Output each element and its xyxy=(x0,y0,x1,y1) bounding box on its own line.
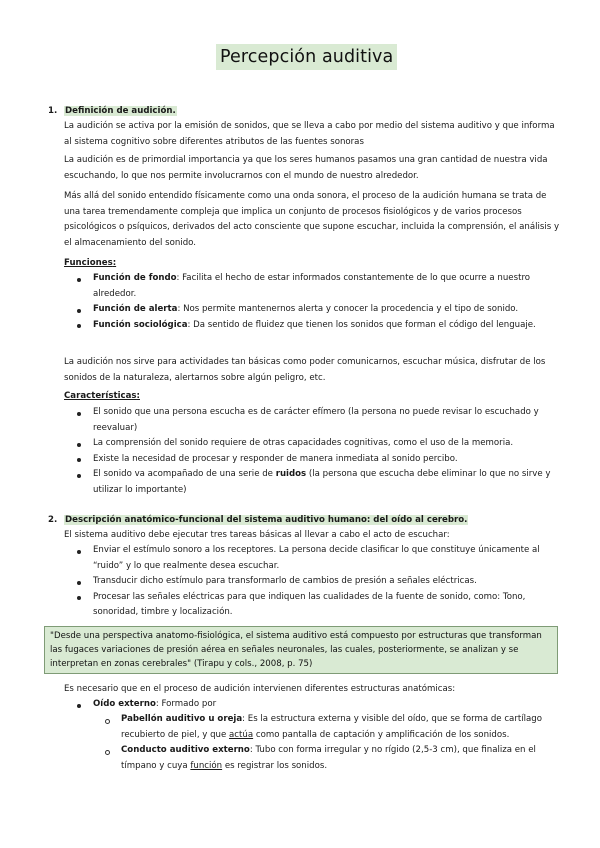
list-item: Conducto auditivo externo: Tubo con forma irregular y no rígido (2,5-3 cm), que finaliza en el tímpano y cuya función es registrar los sonidos. xyxy=(92,743,554,774)
estructuras-list xyxy=(64,697,554,713)
paragraph-importance: La audición es de primordial importancia ya que los seres humanos pasamos una gran cantidad de nuestra vida escuchando, lo que nos permite involucrarnos con el mundo de nuestro alrededor. xyxy=(64,155,548,181)
conducto-term: Conducto auditivo externo xyxy=(121,745,250,755)
actua-underlined: actúa xyxy=(229,729,254,740)
list-item: Oído externo: Formado por xyxy=(64,697,554,713)
section-1-heading xyxy=(48,104,177,119)
section-1-title: Definición de audición. xyxy=(65,106,176,116)
list-item: Función de alerta: Nos permite mantenernos alerta y conocer la procedencia y el tipo de sonido. xyxy=(64,302,554,318)
list-item: Función sociológica: Da sentido de fluidez que tienen los sonidos que forman el código del lenguaje. xyxy=(64,318,554,334)
list-item: El sonido va acompañado de una serie de ruidos (la persona que escucha debe eliminar lo que no sirve y utilizar lo importante) xyxy=(64,467,554,498)
paragraph-definition: La audición se activa por la emisión de sonidos, que se lleva a cabo por medio del sistema auditivo y que informa al sistema cognitivo sobre diferentes atributos de las fuentes sonoras xyxy=(64,121,555,147)
funciones-colon: : xyxy=(112,258,117,268)
caracteristicas-colon: : xyxy=(136,391,140,401)
caracteristicas-list xyxy=(64,405,554,498)
section-2-heading xyxy=(48,513,468,528)
list-item: Enviar el estímulo sonoro a los receptores. La persona decide clasificar lo que constituye únicamente al “ruido” y lo que realmente desea escuchar. xyxy=(64,543,554,574)
citation-box: "Desde una perspectiva anatomo-fisiológica, el sistema auditivo está compuesto por estructuras que transforman las fugaces variaciones de presión aérea en señales neuronales, las cuales, posteriormente, se analizan y se interpretan en zonas cerebrales" (Tirapu y cols., 2008, p. 75) xyxy=(44,626,558,674)
funcion-underlined: función xyxy=(190,760,223,771)
caracteristicas-heading: Características: xyxy=(64,391,140,401)
tareas-list xyxy=(64,543,554,621)
list-item: Procesar las señales eléctricas para que indiquen las cualidades de la fuente de sonido, como: Tono, sonoridad, timbre y localización. xyxy=(64,590,554,621)
paragraph-tasks-intro: El sistema auditivo debe ejecutar tres tareas básicas al llevar a cabo el acto de escuchar: xyxy=(64,530,450,540)
oido-externo-term: Oído externo xyxy=(93,699,156,709)
list-item: Existe la necesidad de procesar y responder de manera inmediata al sonido percibo. xyxy=(64,452,554,468)
section-2-number: 2. xyxy=(48,515,58,525)
list-item: Función de fondo: Facilita el hecho de estar informados constantemente de lo que ocurre a nuestro alrededor. xyxy=(64,271,554,302)
page-title: Percepción auditiva xyxy=(216,44,397,70)
funcion-term: Función sociológica xyxy=(93,319,188,330)
paragraph-structures-intro: Es necesario que en el proceso de audición intervienen diferentes estructuras anatómicas: xyxy=(64,684,456,694)
list-item: Transducir dicho estímulo para transformarlo de cambios de presión a señales eléctricas. xyxy=(64,574,554,590)
list-item: Pabellón auditivo u oreja: Es la estructura externa y visible del oído, que se forma de cartílago recubierto de piel, y que actúa como pantalla de captación y amplificación de los sonidos. xyxy=(92,712,554,743)
ruidos-term: ruidos xyxy=(275,469,307,479)
oido-externo-sublist xyxy=(92,712,554,774)
funcion-term: Función de fondo xyxy=(93,273,177,283)
list-item: La comprensión del sonido requiere de otras capacidades cognitivas, como el uso de la memoria. xyxy=(64,436,554,452)
section-1-number: 1. xyxy=(48,106,58,116)
list-item: El sonido que una persona escucha es de carácter efímero (la persona no puede revisar lo escuchado y reevaluar) xyxy=(64,405,554,436)
paragraph-uses: La audición nos sirve para actividades tan básicas como poder comunicarnos, escuchar música, disfrutar de los sonidos de la naturaleza, alertarnos sobre algún peligro, etc. xyxy=(64,357,546,383)
paragraph-process: Más allá del sonido entendido físicamente como una onda sonora, el proceso de la audición humana se trata de una tarea tremendamente compleja que implica un conjunto de procesos fisiológicos y de varios procesos psicológicos o psíquicos, derivados del acto consciente que supone escuchar, incluida la comprensión, el análisis y el almacenamiento del sonido. xyxy=(64,191,560,248)
funciones-heading: Funciones: xyxy=(64,258,117,268)
pabellon-term: Pabellón auditivo u oreja xyxy=(121,714,243,724)
section-2-title: Descripción anatómico-funcional del sistema auditivo humano: del oído al cerebro. xyxy=(65,515,468,525)
funcion-term: Función de alerta xyxy=(93,304,178,314)
funciones-list xyxy=(64,271,554,333)
